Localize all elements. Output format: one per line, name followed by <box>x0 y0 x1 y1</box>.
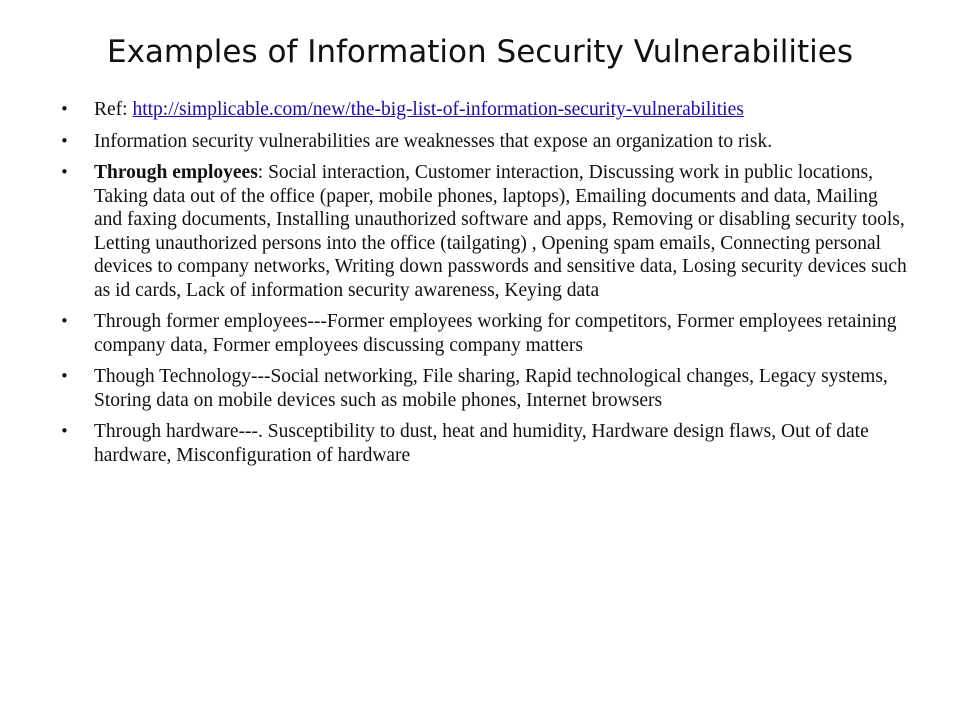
bullet-item-former-employees <box>58 310 908 357</box>
bullet-text: Through former employees---Former employees working for competitors, Former employees retaining company data, Former employees discussing company matters <box>94 311 897 356</box>
bullet-dot-icon: • <box>60 131 69 150</box>
bullet-text: : Social interaction, Customer interaction, Discussing work in public locations, Taking data out of the office (paper, mobile phones, laptops), Emailing documents and data, Mailing and faxing documents, Installing unauthorized software and apps, Removing or disabling security tools, Letting unauthorized persons into the office (tailgating) , Opening spam emails, Connecting personal devices to company networks, Writing down passwords and sensitive data, Losing security devices such as id cards, Lack of information security awareness, Keying data <box>94 162 907 301</box>
ref-label: Ref: <box>94 99 133 120</box>
bullet-dot-icon: • <box>60 163 69 181</box>
bullet-dot-icon: • <box>60 422 69 440</box>
ref-link[interactable]: http://simplicable.com/new/the-big-list-of-information-security-vulnerabilities <box>132 99 744 120</box>
slide-content <box>58 98 908 475</box>
bullet-item-employees <box>58 161 908 302</box>
bullet-item-technology <box>58 365 908 412</box>
bullet-item-ref <box>58 98 908 122</box>
bullet-item-hardware <box>58 420 908 467</box>
bullet-dot-icon: • <box>60 312 69 330</box>
bullet-bold-heading: Through employees <box>94 162 258 183</box>
slide-title: Examples of Information Security Vulnerabilities <box>106 34 853 70</box>
bullet-list <box>58 98 908 467</box>
bullet-dot-icon: • <box>60 100 69 118</box>
bullet-text: Information security vulnerabilities are weaknesses that expose an organization to risk. <box>94 130 773 152</box>
bullet-item-definition <box>58 130 908 154</box>
bullet-text: Through hardware---. Susceptibility to dust, heat and humidity, Hardware design flaws, Out of date hardware, Misconfiguration of hardware <box>94 421 869 466</box>
bullet-text: Though Technology---Social networking, File sharing, Rapid technological changes, Legacy systems, Storing data on mobile devices such as mobile phones, Internet browsers <box>94 366 888 411</box>
bullet-dot-icon: • <box>60 367 69 385</box>
